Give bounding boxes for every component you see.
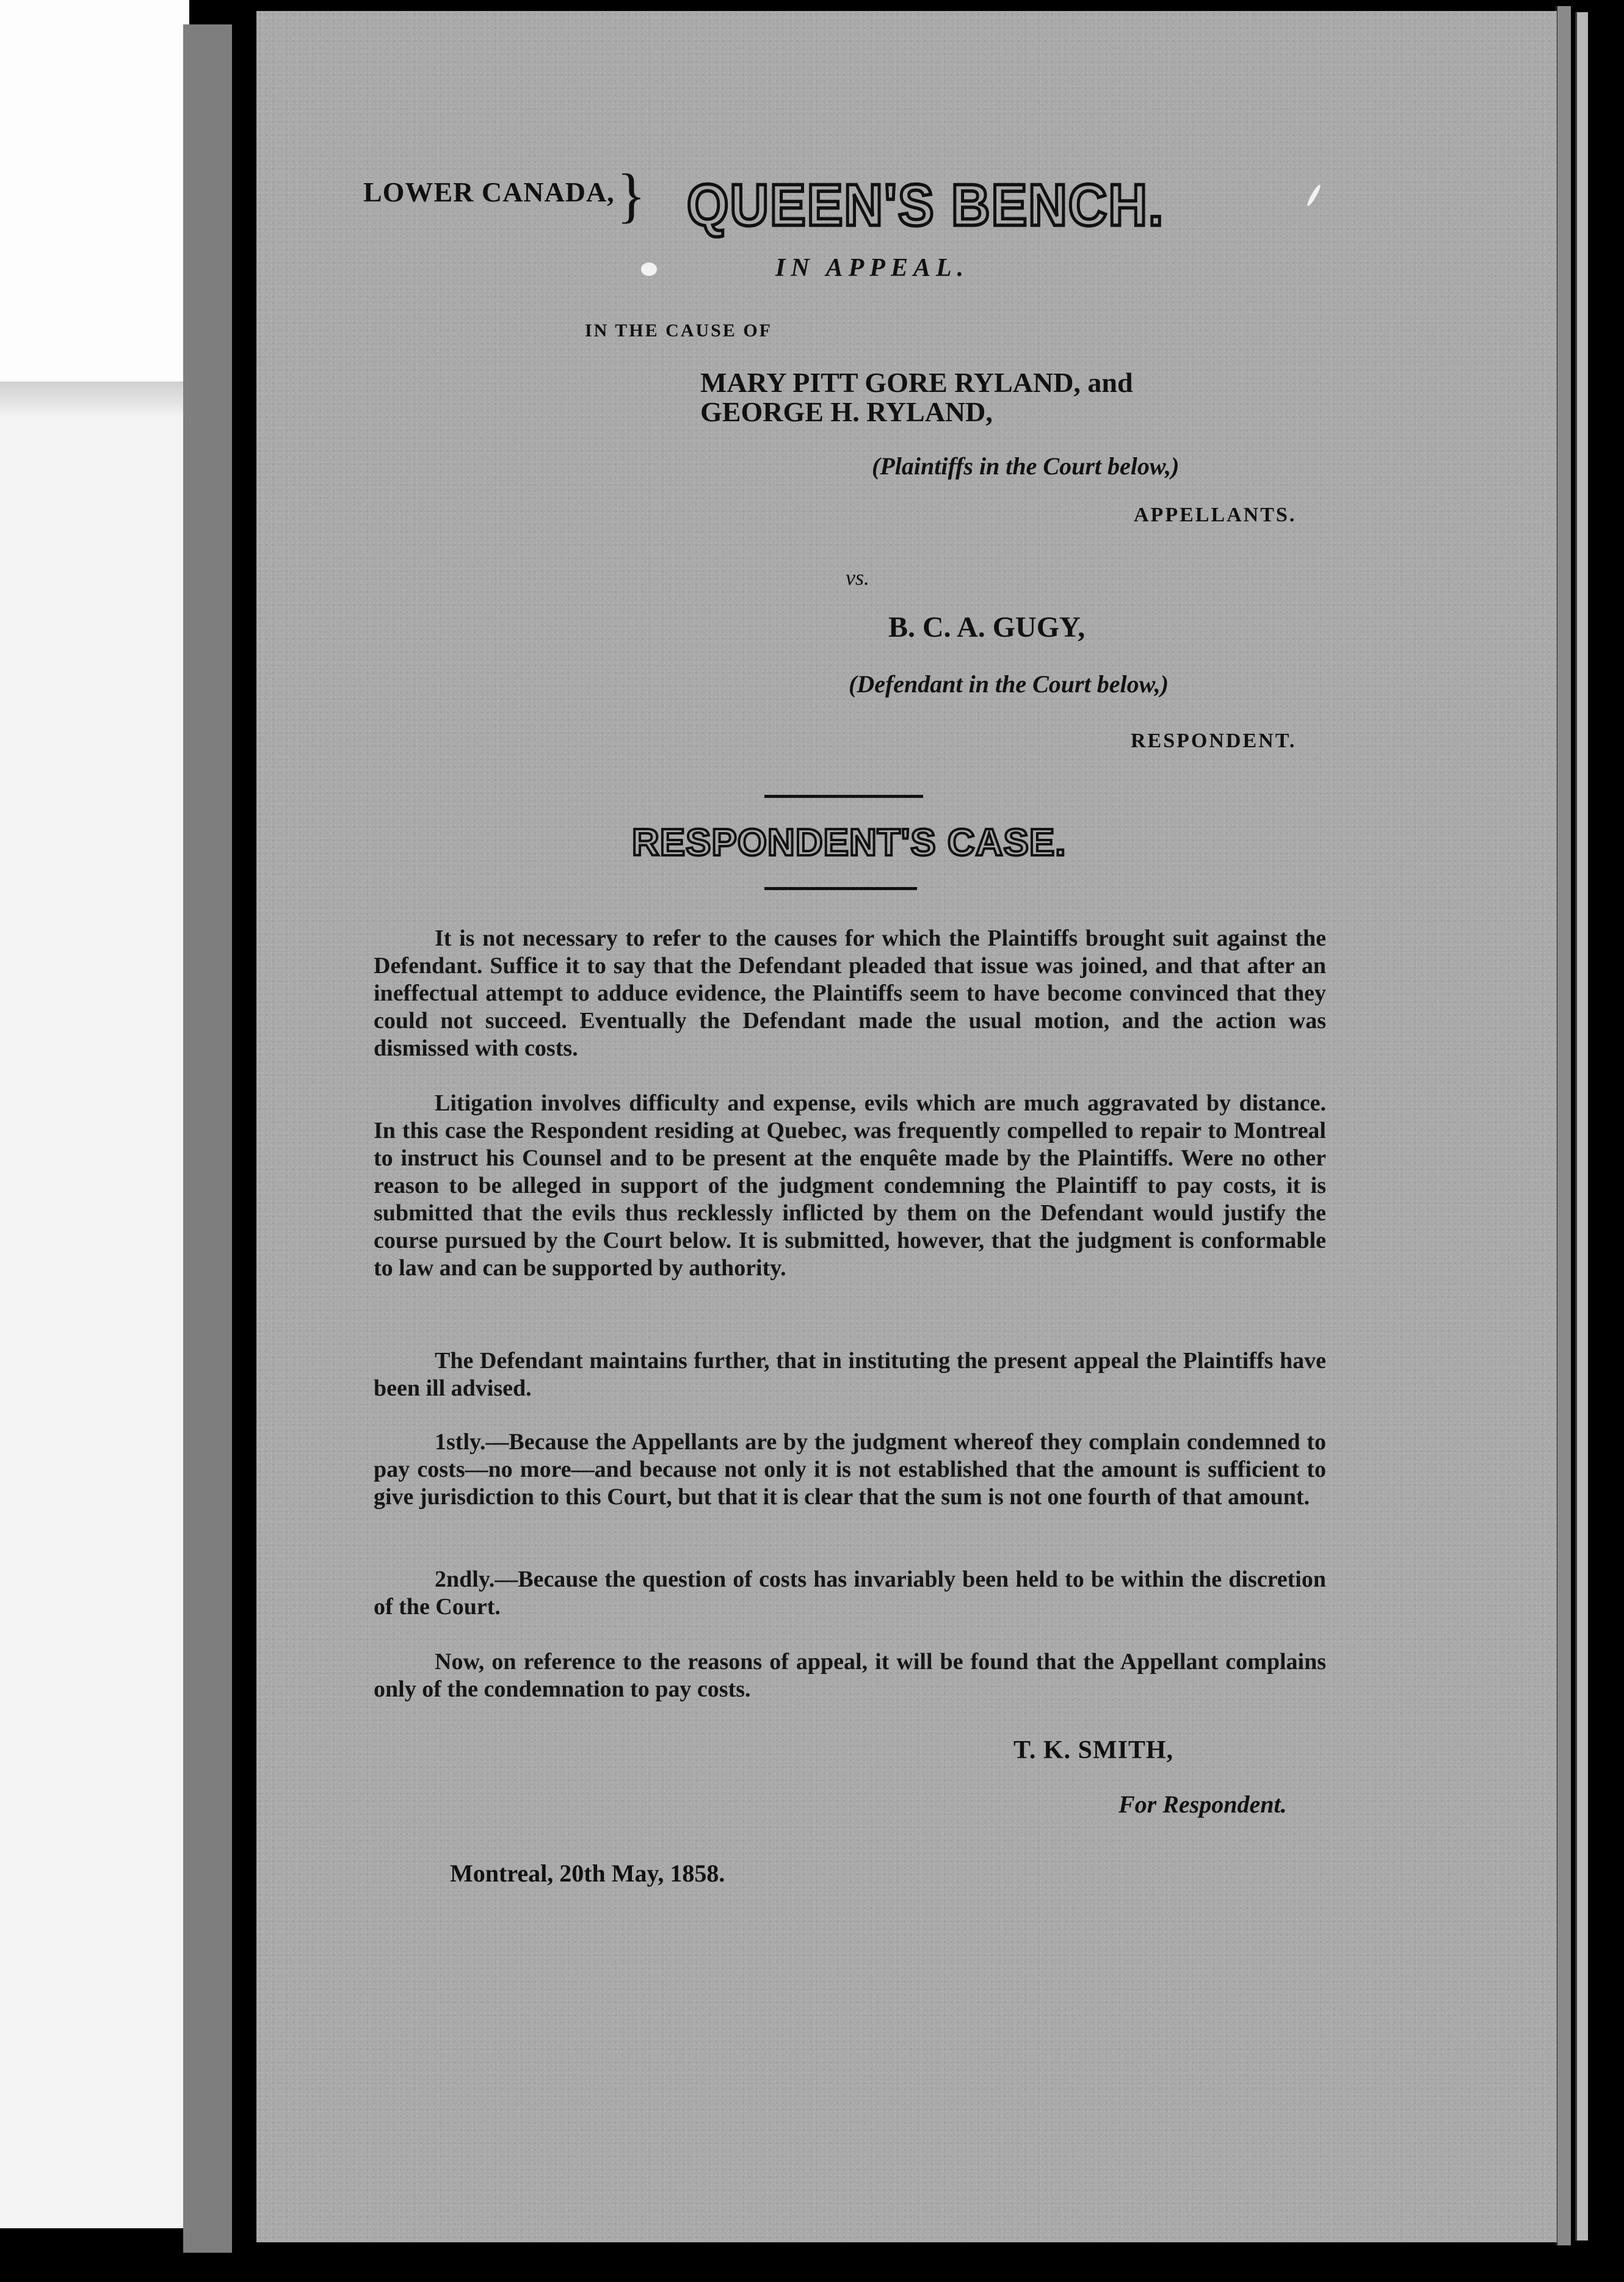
body-paragraph: It is not necessary to refer to the causes for which the Plaintiffs brought suit against the Defendant. Suffice it to say that the Defendant pleaded that issue was joined, and that after an ineffectual attempt to adduce evidence, the Plaintiffs seem to have become convinced that they could not succeed. Eventually the Defendant made the usual motion, and the action was dismissed with costs.	[374, 925, 1326, 1061]
brace-mark: }	[617, 161, 646, 229]
page-edge-right-outer	[1575, 12, 1588, 2240]
scan-margin-left	[0, 382, 201, 2228]
appellant-name-line-2: GEORGE H. RYLAND,	[700, 396, 993, 427]
respondent-label: RESPONDENT.	[1131, 730, 1297, 752]
respondent-name: B. C. A. GUGY,	[888, 611, 1086, 643]
page-edge-right	[1556, 6, 1571, 2245]
scan-margin-top-left	[0, 0, 189, 382]
paper-speck	[641, 263, 657, 276]
body-paragraph: Now, on reference to the reasons of appeal, it will be found that the Appellant complains only of the condemnation to pay costs.	[374, 1649, 1326, 1702]
signatory-role: For Respondent.	[1118, 1791, 1287, 1818]
versus-label: vs.	[846, 565, 869, 590]
body-paragraph: 2ndly.—Because the question of costs has invariably been held to be within the discretion of the Court.	[374, 1567, 1326, 1620]
proceeding-label: IN APPEAL.	[775, 254, 970, 282]
appellants-label: APPELLANTS.	[1134, 504, 1297, 526]
cause-label: IN THE CAUSE OF	[585, 321, 773, 341]
divider-rule	[764, 887, 917, 890]
appellant-name-line-1: MARY PITT GORE RYLAND, and	[700, 367, 1133, 398]
respondent-role: (Defendant in the Court below,)	[849, 670, 1169, 698]
body-paragraph: Litigation involves difficulty and expense, evils which are much aggravated by distance. In this case the Respondent residing at Quebec, was frequently compelled to repair to Montreal to instruct his Counsel and to be present at the enquête made by the Plaintiffs. Were no other reason to be alleged in support of the judgment condemning the Plaintiff to pay costs, it is submitted that the evils thus recklessly inflicted by them on the Defendant would justify the course pursued by the Court below. It is submitted, however, that the judgment is conformable to law and can be supported by authority.	[374, 1090, 1326, 1281]
signatory-name: T. K. SMITH,	[1013, 1736, 1174, 1764]
divider-rule	[764, 795, 923, 798]
body-paragraph: 1stly.—Because the Appellants are by the judgment whereof they complain condemned to pay costs—no more—and because not only it is not established that the amount is sufficient to give jurisdiction to this Court, but that it is clear that the sum is not one fourth of that amount.	[374, 1429, 1326, 1510]
case-title: RESPONDENT'S CASE.	[632, 822, 1067, 864]
place-and-date: Montreal, 20th May, 1858.	[450, 1860, 725, 1887]
body-paragraph: The Defendant maintains further, that in instituting the present appeal the Plaintiffs have been ill advised.	[374, 1348, 1326, 1401]
jurisdiction-label: LOWER CANADA,	[363, 176, 615, 208]
previous-page-edge	[183, 24, 232, 2253]
court-title: QUEEN'S BENCH.	[687, 172, 1165, 238]
appellant-role: (Plaintiffs in the Court below,)	[872, 452, 1180, 480]
